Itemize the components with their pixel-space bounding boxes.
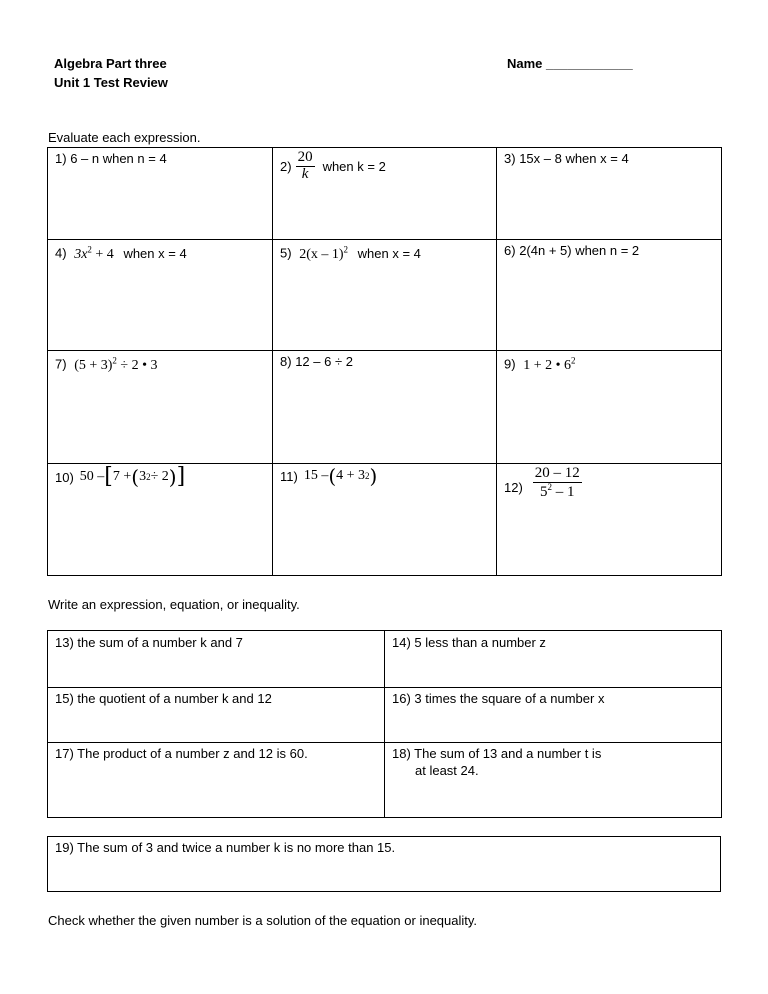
q15-text: 15) the quotient of a number k and 12	[55, 691, 272, 706]
q10-open-paren: (	[131, 465, 140, 489]
question-cell-15	[48, 688, 385, 743]
question-cell-9	[497, 351, 722, 464]
q9-label: 9)	[504, 356, 516, 372]
q4-expr-b: + 4	[91, 246, 114, 262]
worksheet-title: Algebra Part three	[54, 56, 167, 71]
q4-label: 4)	[55, 245, 67, 261]
q11-close-paren: )	[369, 464, 378, 488]
q11-expr-a: 15 –	[303, 468, 329, 483]
q10-close-bracket: ]	[176, 464, 186, 489]
q2-denominator: k	[301, 165, 309, 182]
question-cell-16	[385, 688, 722, 743]
q10-exponent: 2	[146, 472, 151, 482]
q12-den-exponent: 2	[547, 481, 553, 492]
question-cell-19	[48, 837, 721, 892]
q7-expr-b: ÷ 2 • 3	[116, 357, 158, 373]
question-cell-2	[273, 148, 497, 240]
q5-expr: 2(x – 1)	[299, 246, 344, 262]
q18-text-line2: at least 24.	[415, 763, 479, 778]
q2-numerator: 20	[297, 149, 313, 165]
q10-close-paren: )	[168, 465, 177, 489]
q10-open-bracket: [	[104, 464, 113, 489]
worksheet-subtitle: Unit 1 Test Review	[54, 75, 168, 90]
q6-text: 2(4n + 5) when n = 2	[519, 243, 640, 258]
q10-expr-c: 3	[139, 469, 147, 484]
q17-text: 17) The product of a number z and 12 is 60.	[55, 746, 308, 761]
q4-exponent: 2	[87, 244, 92, 254]
name-field: Name ____________	[507, 56, 633, 71]
q11-open-paren: (	[328, 464, 337, 488]
q10-expr-b: 7 +	[112, 469, 132, 484]
q12-fraction	[533, 466, 582, 501]
q12-denominator	[538, 483, 577, 501]
section2-instruction: Write an expression, equation, or inequality.	[48, 597, 300, 612]
section1-instruction: Evaluate each expression.	[48, 130, 201, 145]
q3-text: 15x – 8 when x = 4	[519, 151, 629, 166]
question-cell-11	[273, 464, 497, 576]
q18-text-line1: 18) The sum of 13 and a number t is	[392, 746, 602, 761]
question-cell-17	[48, 743, 385, 818]
q1-label: 1)	[55, 151, 67, 166]
q12-den-rest: – 1	[552, 483, 575, 500]
q4-expr: 3x	[74, 246, 88, 262]
question-cell-14	[385, 631, 722, 688]
q12-label: 12)	[504, 479, 523, 495]
q9-exponent: 2	[570, 355, 576, 365]
q14-text: 14) 5 less than a number z	[392, 635, 546, 650]
question-cell-10	[48, 464, 273, 576]
q8-text: 12 – 6 ÷ 2	[295, 354, 353, 369]
question-cell-1	[48, 148, 273, 240]
q2-label: 2)	[280, 158, 292, 174]
q7-label: 7)	[55, 356, 67, 372]
q4-text: when x = 4	[123, 245, 187, 261]
q10-expr-a: 50 –	[79, 469, 105, 484]
write-grid	[47, 630, 722, 818]
q10-expr-d: ÷ 2	[150, 469, 169, 484]
q9-expr: 1 + 2 • 6	[523, 357, 571, 373]
q8-label: 8)	[280, 354, 292, 369]
question-cell-18	[385, 743, 722, 818]
q7-expr: (5 + 3)	[74, 357, 113, 373]
q10-label: 10)	[55, 469, 74, 485]
question-19-box	[47, 836, 721, 892]
question-cell-8	[273, 351, 497, 464]
q5-text: when x = 4	[357, 245, 421, 261]
q19-text: 19) The sum of 3 and twice a number k is no more than 15.	[55, 840, 396, 855]
question-cell-7	[48, 351, 273, 464]
q11-exponent: 2	[365, 471, 370, 481]
q11-label: 11)	[280, 468, 298, 484]
question-cell-6	[497, 240, 722, 351]
question-cell-4	[48, 240, 273, 351]
q7-exponent: 2	[112, 355, 117, 365]
question-cell-5	[273, 240, 497, 351]
q6-label: 6)	[504, 243, 516, 258]
q12-numerator: 20 – 12	[534, 465, 580, 481]
evaluate-grid	[47, 147, 722, 576]
q1-text: 6 – n when n = 4	[70, 151, 167, 166]
q5-exponent: 2	[343, 244, 349, 254]
q5-label: 5)	[280, 245, 292, 261]
question-cell-12	[497, 464, 722, 576]
q16-text: 16) 3 times the square of a number x	[392, 691, 605, 706]
question-cell-3	[497, 148, 722, 240]
q2-text: when k = 2	[322, 158, 386, 174]
q13-text: 13) the sum of a number k and 7	[55, 635, 243, 650]
q11-expr-b: 4 + 3	[336, 468, 366, 483]
q3-label: 3)	[504, 151, 516, 166]
section3-instruction: Check whether the given number is a solution of the equation or inequality.	[48, 913, 478, 928]
q12-den-base: 5	[540, 483, 548, 500]
q2-fraction	[296, 150, 315, 183]
question-cell-13	[48, 631, 385, 688]
